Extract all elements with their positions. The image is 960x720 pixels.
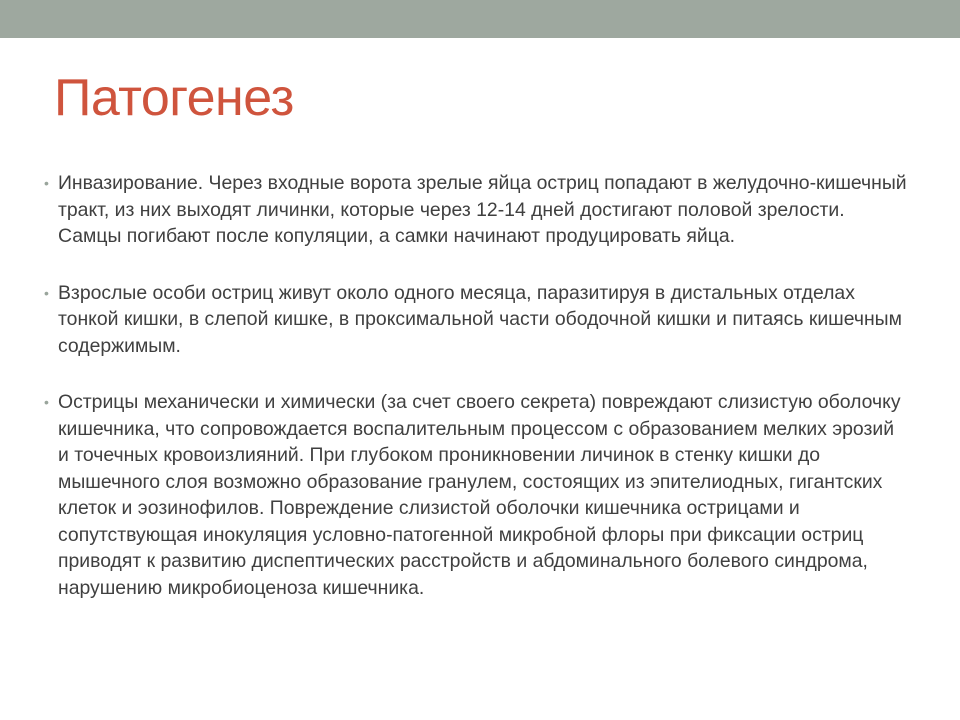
bullet-dot-icon: • bbox=[44, 284, 49, 301]
bullet-item-invasion bbox=[44, 170, 910, 250]
slide-title: Патогенез bbox=[54, 69, 294, 127]
top-decorative-bar bbox=[0, 0, 960, 38]
bullet-list bbox=[44, 170, 910, 631]
bullet-item-adults bbox=[44, 280, 910, 360]
bullet-text: Взрослые особи остриц живут около одного месяца, паразитируя в дистальных отделах тонкой кишки, в слепой кишке, в проксимальной части ободочной кишки и питаясь кишечным содержимым. bbox=[58, 281, 902, 357]
bullet-text: Острицы механически и химически (за счет своего секрета) повреждают слизистую оболочку кишечника, что сопровождается воспалительным процессом с образованием мелких эрозий и точечных кровоизлияний. При глубоком проникновении личинок в стенку кишки до мышечного слоя возможно образование гранулем, состоящих из эпителиодных, гигантских клеток и эозинофилов. Повреждение слизистой оболочки кишечника острицами и сопутствующая инокуляция условно-патогенной микробной флоры при фиксации остриц приводят к развитию диспептических расстройств и абдоминального болевого синдрома, нарушению микробиоценоза кишечника. bbox=[58, 391, 901, 599]
bullet-item-damage bbox=[44, 389, 910, 601]
bullet-dot-icon: • bbox=[44, 394, 49, 410]
bullet-dot-icon: • bbox=[44, 175, 49, 191]
bullet-text: Инвазирование. Через входные ворота зрелые яйца остриц попадают в желудочно-кишечный тракт, из них выходят личинки, которые через 12-14 дней достигают половой зрелости. Самцы погибают после копуляции, а самки начинают продуцировать яйца. bbox=[58, 172, 907, 247]
